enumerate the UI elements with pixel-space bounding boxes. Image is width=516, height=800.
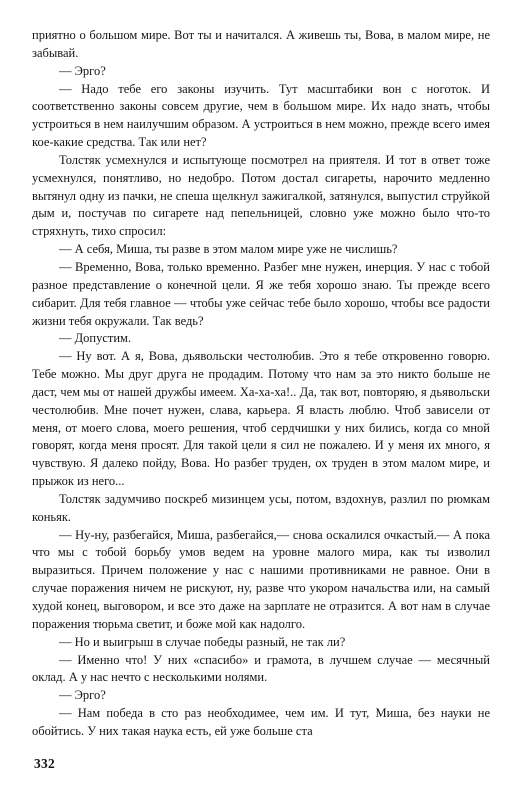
page-text <box>32 27 490 741</box>
paragraph: — Нам победа в сто раз необходимее, чем им. И тут, Миша, без науки не обойтись. У них такая наука есть, ей уже больше ста <box>32 706 490 738</box>
paragraph: — Временно, Вова, только временно. Разбег мне нужен, инерция. У нас с тобой разное представление о конечной цели. Я же тебя хорошо знаю. Ты прежде всего сибарит. Для тебя главное — чтобы уже сейчас тебе было хорошо, чтобы все радости жизни тебя окружали. Так ведь? <box>32 259 490 328</box>
paragraph: — Эрго? <box>59 63 106 78</box>
paragraph: — Допустим. <box>59 331 132 346</box>
paragraph: — Эрго? <box>59 688 106 703</box>
page-number: 332 <box>34 756 55 771</box>
paragraph: — Надо тебе его законы изучить. Тут масштабики вон с ноготок. И соответственно законы совсем другие, чем в большом мире. Их надо знать, чтобы устроиться в нем наилучшим образом. А устроиться в нем можно, прежде всего имея кое-какие средства. Так или нет? <box>32 81 490 150</box>
paragraph: Толстяк задумчиво поскреб мизинцем усы, потом, вздохнув, разлил по рюмкам коньяк. <box>32 491 490 524</box>
paragraph: — Именно что! У них «спасибо» и грамота, в лучшем случае — месячный оклад. А у нас нечто с несколькими нолями. <box>32 652 490 685</box>
paragraph: — Но и выигрыш в случае победы разный, не так ли? <box>59 634 346 649</box>
paragraph: Толстяк усмехнулся и испытующе посмотрел на приятеля. И тот в ответ тоже усмехнулся, понятливо, но недобро. Потом достал сигареты, нарочито медленно вытянул одну из пачки, не спеша щелкнул зажигалкой, затянулся, выпустил струйкой дым и, постучав по сигарете над пепельницей, словно уже можно было что-то стряхнуть, тихо спросил: <box>32 152 490 239</box>
paragraph: приятно о большом мире. Вот ты и начитался. А живешь ты, Вова, в малом мире, не забывай. <box>32 28 490 60</box>
book-page <box>32 27 490 741</box>
paragraph: — Ну-ну, разбегайся, Миша, разбегайся,— снова оскалился очкастый.— А пока что мы с тобой борьбу умов ведем на уровне малого мира, как ты изволил выразиться. Причем положение у нас с нашими противниками не равное. Они в случае поражения ничем не рискуют, ну, разве что укором начальства или, на самый худой конец, выговором, и все это даже на зарплате не отразится. А вот нам в случае поражения тюрьма светит, и боже мой как надолго. <box>32 527 490 631</box>
paragraph: — Ну вот. А я, Вова, дьявольски честолюбив. Это я тебе откровенно говорю. Тебе можно. Мы друг друга не продадим. Потому что нам за это никто больше не даст, чем мы от нашей дружбы имеем. Ха-ха-ха!.. Да, так вот, повторяю, я дьявольски честолюбив. Мне почет нужен, слава, карьера. Я власть люблю. Чтоб зависели от меня, от моего слова, моего решения, чтоб сердчишки у них бились, когда со мной говорят, когда меня просят. Для такой цели я сил не пожалею. И у меня их много, я чувствую. Я далеко пойду, Вова. Но разбег труден, ох труден в этом малом мире, и прыжок из него... <box>32 349 490 489</box>
paragraph: — А себя, Миша, ты разве в этом малом мире уже не числишь? <box>59 242 398 257</box>
